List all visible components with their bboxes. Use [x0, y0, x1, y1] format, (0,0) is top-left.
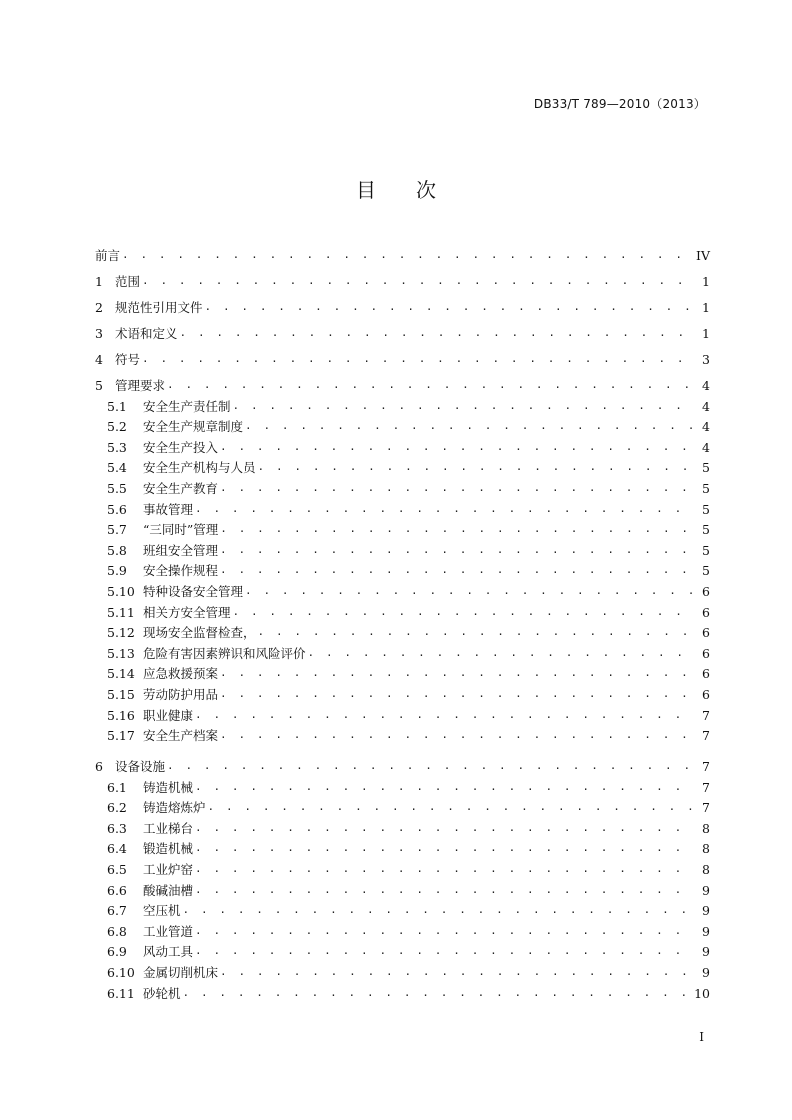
- toc-entry[interactable]: [95, 415, 710, 436]
- toc-entry-page: 7: [702, 759, 710, 775]
- toc-entry-label: 符号: [115, 352, 141, 367]
- toc-entry-number: 5.7: [107, 522, 127, 538]
- toc-entry-number: 5.10: [107, 583, 135, 599]
- toc-entry-page: 6: [702, 604, 710, 620]
- toc-entry[interactable]: [95, 394, 710, 415]
- toc-entry-label: 工业炉窑: [143, 862, 194, 878]
- toc-leader-dots: [195, 707, 694, 723]
- toc-entry-label: 安全生产投入: [143, 439, 219, 455]
- toc-entry-page: 5: [702, 542, 710, 558]
- toc-leader-dots: [308, 645, 694, 661]
- toc-entry-label: 金属切削机床: [143, 965, 219, 981]
- toc-leader-dots: [220, 542, 694, 558]
- toc-entry-label: 职业健康: [143, 707, 194, 723]
- toc-leader-dots: [233, 398, 694, 414]
- toc-leader-dots: [220, 665, 694, 681]
- toc-entry[interactable]: [95, 837, 710, 858]
- toc-entry-page: 1: [702, 300, 710, 315]
- toc-entry[interactable]: [95, 981, 710, 1002]
- toc-entry-page: 9: [702, 944, 710, 960]
- toc-entry-page: 9: [702, 903, 710, 919]
- toc-entry-number: 4: [95, 352, 103, 367]
- toc-leader-dots: [205, 299, 694, 315]
- toc-entry-page: 1: [702, 274, 710, 289]
- toc-entry-label: 安全生产责任制: [143, 398, 231, 414]
- toc-entry[interactable]: [95, 878, 710, 899]
- toc-leader-dots: [122, 247, 692, 263]
- toc-entry-label: 劳动防护用品: [143, 686, 219, 702]
- toc-entry-label: 砂轮机: [143, 985, 181, 1001]
- toc-leader-dots: [220, 964, 694, 980]
- toc-entry-label: 空压机: [143, 903, 181, 919]
- toc-entry-label: 班组安全管理: [143, 542, 219, 558]
- toc-entry[interactable]: [95, 518, 710, 539]
- toc-entry-number: 5.5: [107, 480, 127, 496]
- toc-entry-number: 5.8: [107, 542, 127, 558]
- toc-leader-dots: [142, 273, 694, 289]
- toc-entry-page: 8: [702, 862, 710, 878]
- toc-leader-dots: [208, 799, 694, 815]
- toc-entry-page: 3: [702, 352, 710, 367]
- toc-entry-label: “三同时”管理: [143, 522, 219, 538]
- toc-entry[interactable]: [95, 857, 710, 878]
- toc-entry-page: 7: [702, 728, 710, 744]
- toc-entry-number: 5.12: [107, 625, 135, 641]
- toc-entry-page: IV: [696, 248, 710, 263]
- toc-entry-page: 5: [702, 460, 710, 476]
- toc-entry[interactable]: [95, 703, 710, 724]
- toc-entry[interactable]: [95, 600, 710, 621]
- toc-entry-number: 5.11: [107, 604, 135, 620]
- page-title: 目次: [356, 178, 476, 202]
- toc-leader-dots: [220, 727, 694, 743]
- toc-entry-page: 10: [694, 985, 710, 1001]
- toc-entry-page: 9: [702, 882, 710, 898]
- toc-entry[interactable]: [95, 342, 710, 368]
- toc-entry[interactable]: [95, 456, 710, 477]
- toc-entry-label: 工业梯台: [143, 820, 194, 836]
- toc-leader-dots: [195, 820, 694, 836]
- toc-entry-label: 安全生产规章制度: [143, 419, 244, 435]
- toc-entry[interactable]: [95, 744, 710, 775]
- toc-entry-label: 术语和定义: [115, 326, 178, 341]
- toc-entry[interactable]: [95, 579, 710, 600]
- toc-entry-page: 4: [702, 419, 710, 435]
- table-of-contents: [95, 238, 710, 1002]
- toc-entry-label: 锻造机械: [143, 841, 194, 857]
- toc-leader-dots: [220, 480, 694, 496]
- toc-leader-dots: [220, 686, 694, 702]
- toc-entry-page: 6: [702, 625, 710, 641]
- toc-leader-dots: [220, 439, 694, 455]
- toc-entry[interactable]: [95, 476, 710, 497]
- toc-entry[interactable]: [95, 316, 710, 342]
- toc-entry[interactable]: [95, 816, 710, 837]
- toc-leader-dots: [245, 418, 694, 434]
- toc-entry[interactable]: [95, 621, 710, 642]
- toc-entry-page: 6: [702, 666, 710, 682]
- toc-entry-number: 6.2: [107, 800, 127, 816]
- toc-entry-label: 危险有害因素辨识和风险评价: [143, 645, 306, 661]
- toc-entry-page: 7: [702, 707, 710, 723]
- toc-entry-number: 5.6: [107, 501, 127, 517]
- toc-entry[interactable]: [95, 368, 710, 394]
- toc-entry-page: 9: [702, 965, 710, 981]
- toc-entry-label: 安全生产档案: [143, 728, 219, 744]
- toc-leader-dots: [167, 377, 694, 393]
- toc-entry-number: 6.5: [107, 862, 127, 878]
- toc-entry-page: 6: [702, 583, 710, 599]
- toc-entry-page: 8: [702, 820, 710, 836]
- toc-entry-number: 5: [95, 378, 103, 393]
- toc-entry[interactable]: [95, 264, 710, 290]
- toc-entry-label: 范围: [115, 274, 141, 289]
- toc-leader-dots: [233, 604, 694, 620]
- toc-entry-label: 铸造熔炼炉: [143, 800, 206, 816]
- toc-leader-dots: [183, 902, 694, 918]
- toc-entry-page: 9: [702, 923, 710, 939]
- page-number: I: [699, 1030, 704, 1044]
- toc-entry[interactable]: [95, 899, 710, 920]
- toc-entry-label: 特种设备安全管理: [143, 583, 244, 599]
- toc-entry[interactable]: [95, 435, 710, 456]
- toc-leader-dots: [195, 861, 694, 877]
- toc-leader-dots: [220, 562, 694, 578]
- toc-entry-number: 5.3: [107, 439, 127, 455]
- toc-entry-page: 5: [702, 522, 710, 538]
- toc-entry-number: 5.17: [107, 728, 135, 744]
- toc-entry-number: 5.15: [107, 686, 135, 702]
- toc-entry-number: 6.3: [107, 820, 127, 836]
- toc-entry[interactable]: [95, 559, 710, 580]
- toc-leader-dots: [195, 923, 694, 939]
- toc-entry-label: 安全生产机构与人员: [143, 460, 256, 476]
- toc-leader-dots: [195, 840, 694, 856]
- toc-entry-number: 6: [95, 759, 103, 775]
- toc-entry[interactable]: [95, 641, 710, 662]
- toc-entry-label: 安全生产教育: [143, 480, 219, 496]
- toc-entry-number: 5.1: [107, 398, 127, 414]
- toc-leader-dots: [142, 351, 694, 367]
- toc-entry-number: 3: [95, 326, 103, 341]
- toc-entry-label: 安全操作规程: [143, 563, 219, 579]
- toc-entry-page: 7: [702, 779, 710, 795]
- toc-entry-label: 工业管道: [143, 923, 194, 939]
- toc-leader-dots: [195, 501, 694, 517]
- toc-entry-page: 8: [702, 841, 710, 857]
- toc-entry-page: 4: [702, 439, 710, 455]
- toc-leader-dots: [167, 758, 694, 774]
- toc-entry[interactable]: [95, 290, 710, 316]
- toc-entry-number: 6.6: [107, 882, 127, 898]
- toc-entry-number: 5.4: [107, 460, 127, 476]
- toc-leader-dots: [245, 583, 694, 599]
- toc-leader-dots: [258, 459, 694, 475]
- toc-leader-dots: [258, 624, 694, 640]
- toc-entry-number: 6.7: [107, 903, 127, 919]
- toc-entry[interactable]: [95, 775, 710, 796]
- toc-entry-number: 5.14: [107, 666, 135, 682]
- toc-entry[interactable]: [95, 919, 710, 940]
- toc-entry-label: 设备设施: [115, 759, 166, 775]
- toc-entry-page: 7: [702, 800, 710, 816]
- toc-entry-label: 酸碱油槽: [143, 882, 194, 898]
- toc-entry[interactable]: [95, 940, 710, 961]
- toc-entry-number: 6.11: [107, 985, 135, 1001]
- document-code: DB33/T 789—2010（2013）: [533, 97, 706, 111]
- toc-leader-dots: [220, 521, 694, 537]
- toc-entry-label: 管理要求: [115, 378, 166, 393]
- toc-entry-label: 规范性引用文件: [115, 300, 203, 315]
- toc-entry-number: 5.9: [107, 563, 127, 579]
- toc-entry[interactable]: [95, 796, 710, 817]
- toc-entry-label: 铸造机械: [143, 779, 194, 795]
- toc-leader-dots: [195, 882, 694, 898]
- toc-entry-page: 6: [702, 686, 710, 702]
- toc-entry-number: 6.8: [107, 923, 127, 939]
- toc-leader-dots: [195, 943, 694, 959]
- toc-entry[interactable]: [95, 724, 710, 745]
- toc-entry-number: 2: [95, 300, 103, 315]
- toc-leader-dots: [180, 325, 694, 341]
- toc-entry-page: 5: [702, 563, 710, 579]
- toc-entry-page: 1: [702, 326, 710, 341]
- toc-entry-number: 5.16: [107, 707, 135, 723]
- toc-entry-number: 5.13: [107, 645, 135, 661]
- toc-entry[interactable]: [95, 960, 710, 981]
- toc-entry-number: 5.2: [107, 419, 127, 435]
- toc-entry-label: 应急救援预案: [143, 666, 219, 682]
- toc-entry-page: 5: [702, 480, 710, 496]
- toc-entry-label: 相关方安全管理: [143, 604, 231, 620]
- toc-entry-number: 6.10: [107, 965, 135, 981]
- toc-entry-label: 风动工具: [143, 944, 194, 960]
- toc-entry-label: 前言: [95, 248, 121, 263]
- toc-entry[interactable]: [95, 238, 710, 264]
- toc-entry-page: 6: [702, 645, 710, 661]
- toc-entry-page: 4: [702, 398, 710, 414]
- toc-entry-number: 6.4: [107, 841, 127, 857]
- toc-leader-dots: [183, 985, 691, 1001]
- toc-entry-number: 6.1: [107, 779, 127, 795]
- toc-entry-page: 4: [702, 378, 710, 393]
- toc-entry[interactable]: [95, 682, 710, 703]
- toc-entry[interactable]: [95, 497, 710, 518]
- toc-entry[interactable]: [95, 538, 710, 559]
- toc-entry-number: 6.9: [107, 944, 127, 960]
- toc-entry-label: 事故管理: [143, 501, 194, 517]
- toc-entry[interactable]: [95, 662, 710, 683]
- toc-leader-dots: [195, 779, 694, 795]
- toc-entry-page: 5: [702, 501, 710, 517]
- toc-entry-number: 1: [95, 274, 103, 289]
- toc-entry-label: 现场安全监督检查，: [143, 625, 256, 641]
